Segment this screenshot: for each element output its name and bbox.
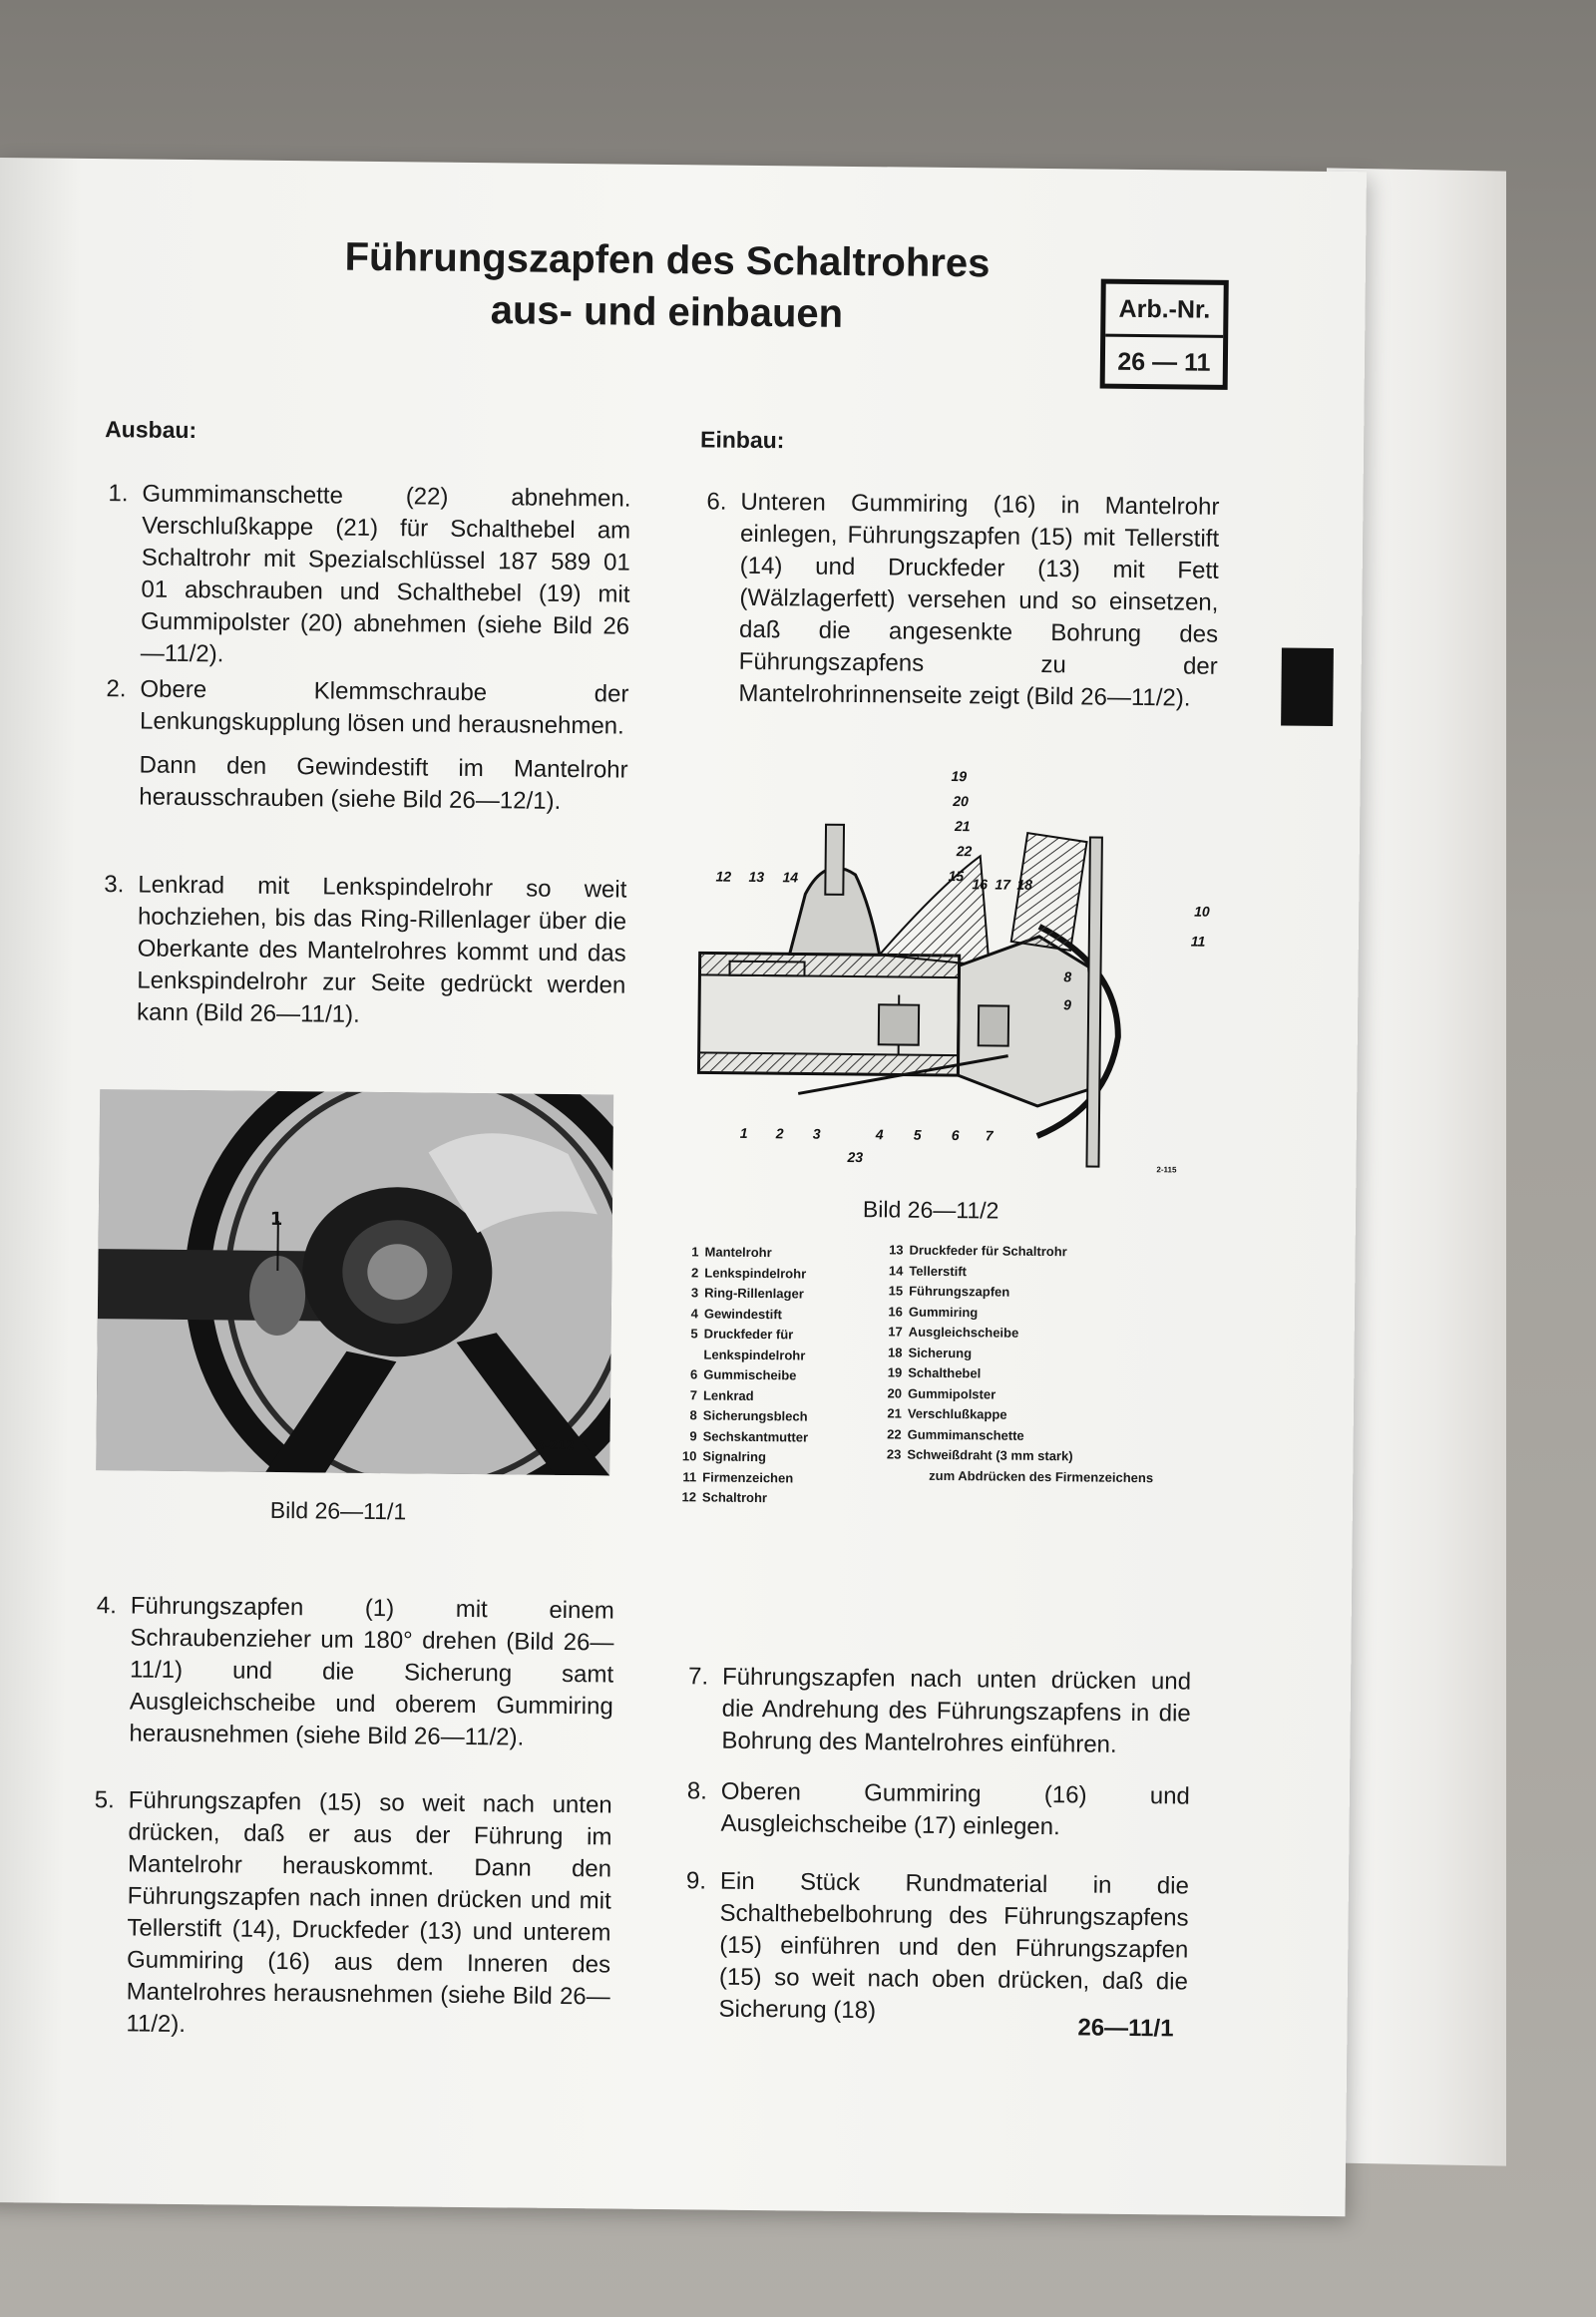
callout-22: 22 xyxy=(956,843,973,860)
title-line-2: aus- und einbauen xyxy=(490,288,844,336)
callout-21: 21 xyxy=(954,818,971,835)
callout-1: 1 xyxy=(739,1124,748,1141)
legend-item: 6 Gummischeibe xyxy=(689,1366,797,1383)
work-number-label: Arb.-Nr. xyxy=(1105,284,1224,338)
callout-15: 15 xyxy=(948,867,965,885)
step-1-text: Gummimanschette (22) abnehmen. Verschlußkappe (21) für Schalthebel am Schaltrohr mit Spezialschlüssel 187 589 01 01 abschrauben und Schalthebel (19) mit Gummipolster (20) abnehmen (siehe Bild 26—11/2). xyxy=(140,480,631,668)
legend-item: 22 Gummimanschette xyxy=(887,1425,1024,1443)
legend-item: 11 Firmenzeichen xyxy=(682,1468,794,1485)
callout-4: 4 xyxy=(875,1126,884,1143)
legend-item: 3 Ring-Rillenlager xyxy=(690,1285,804,1302)
legend-item: 5 Druckfeder für xyxy=(690,1326,794,1343)
callout-3: 3 xyxy=(812,1125,821,1142)
legend-item: 19 Schalthebel xyxy=(887,1364,982,1381)
callout-12: 12 xyxy=(715,868,732,885)
callout-7: 7 xyxy=(985,1127,994,1144)
callout-19: 19 xyxy=(951,768,968,785)
step-2: 2. Obere Klemmschraube der Lenkungskupplung lösen und herausnehmen. Dann den Gewindestift im Mantelrohr herausschrauben (siehe Bild 26—12/1). xyxy=(139,674,628,819)
callout-2: 2 xyxy=(775,1125,784,1142)
figure-2-caption: Bild 26—11/2 xyxy=(862,1196,999,1224)
work-number-box xyxy=(1100,279,1229,390)
diagram-code: 2-115 xyxy=(1156,1165,1177,1175)
step-7-text: Führungszapfen nach unten drücken und die Andrehung des Führungszapfens in die Bohrung des Mantelrohres einführen. xyxy=(721,1663,1192,1758)
step-1: 1. Gummimanschette (22) abnehmen. Verschlußkappe (21) für Schalthebel am Schaltrohr mit Spezialschlüssel 187 589 01 01 abschrauben und Schalthebel (19) mit Gummipolster (20) abnehmen (siehe Bild 26—11/2). xyxy=(141,479,631,675)
callout-23: 23 xyxy=(847,1148,864,1166)
step-6: 6. Unteren Gummiring (16) in Mantelrohr einlegen, Führungszapfen (15) mit Tellerstift (14) und Druckfeder (13) mit Fett (Wälzlagerfett) versehen und so einsetzen, daß die angesenkte Bohrung des Führungszapfens zu der Mantelrohrinnenseite zeigt (Bild 26—11/2). xyxy=(738,487,1219,715)
legend-right xyxy=(879,1240,1155,1488)
title-line-1: Führungszapfen des Schaltrohres xyxy=(344,234,991,286)
legend-item: 16 Gummiring xyxy=(888,1303,979,1320)
legend-item: 10 Signalring xyxy=(681,1448,767,1465)
work-number-value: 26 — 11 xyxy=(1117,347,1211,377)
figure-1-caption: Bild 26—11/1 xyxy=(269,1496,407,1525)
step-6-text: Unteren Gummiring (16) in Mantelrohr einlegen, Führungszapfen (15) mit Tellerstift (14) und Druckfeder (13) mit Fett (Wälzlagerfett) versehen und so einsetzen, daß die angesenkte Bohrung des Führungszapfens zu der Mantelrohrinnenseite zeigt (Bild 26—11/2). xyxy=(738,488,1220,712)
steering-wheel-photo xyxy=(96,1089,613,1475)
einbau-heading: Einbau: xyxy=(699,426,785,454)
legend-left xyxy=(674,1242,810,1509)
step-9-text: Ein Stück Rundmaterial in die Schalthebelbohrung des Führungszapfens (15) einführen und den Führungszapfen (15) so weit nach oben drücken, daß die Sicherung (18) xyxy=(718,1867,1190,2025)
page-title xyxy=(327,230,1006,341)
callout-10: 10 xyxy=(1194,903,1210,920)
step-7: 7. Führungszapfen nach unten drücken und die Andrehung des Führungszapfens in die Bohrung des Mantelrohres einführen. xyxy=(721,1662,1191,1762)
step-3-text: Lenkrad mit Lenkspindelrohr so weit hochziehen, bis das Ring-Rillenlager über die Oberkante des Mantelrohres kommt und das Lenkspindelrohr zur Seite gedrückt werden kann (Bild 26—11/1). xyxy=(136,871,627,1028)
manual-page xyxy=(0,158,1367,2216)
step-4-text: Führungszapfen (1) mit einem Schraubenzieher um 180° drehen (Bild 26—11/1) und die Sicherung samt Ausgleichscheibe und oberem Gummiring herausnehmen (siehe Bild 26—11/2). xyxy=(129,1592,614,1751)
step-5-text: Führungszapfen (15) so weit nach unten drücken, daß er aus der Führung im Mantelrohr herauskommt. Dann den Führungszapfen nach innen drücken und mit Tellerstift (14), Druckfeder (13) und unterem Gummiring (16) aus dem Inneren des Mantelrohres herausnehmen (siehe Bild 26—11/2). xyxy=(126,1786,612,2039)
legend-item: 13 Druckfeder für Schaltrohr xyxy=(889,1242,1067,1260)
thumb-index-tab xyxy=(1281,647,1334,726)
photo-code: R-212 xyxy=(535,1437,575,1453)
legend-item: 21 Verschlußkappe xyxy=(887,1405,1007,1422)
step-8-text: Oberen Gummiring (16) und Ausgleichscheibe (17) einlegen. xyxy=(720,1777,1191,1841)
step-8: 8. Oberen Gummiring (16) und Ausgleichscheibe (17) einlegen. xyxy=(720,1776,1190,1845)
callout-14: 14 xyxy=(782,869,799,886)
callout-17: 17 xyxy=(995,876,1011,893)
step-4: 4. Führungszapfen (1) mit einem Schraubenzieher um 180° drehen (Bild 26—11/1) und die Sicherung samt Ausgleichscheibe und oberem Gummiring herausnehmen (siehe Bild 26—11/2). xyxy=(129,1590,614,1754)
cross-section-diagram xyxy=(677,763,1240,1188)
legend-item: 7 Lenkrad xyxy=(689,1386,754,1403)
legend-item: 23 Schweißdraht (3 mm stark) xyxy=(886,1446,1073,1464)
callout-20: 20 xyxy=(953,793,969,810)
legend-item: 14 Tellerstift xyxy=(888,1262,968,1279)
callout-11: 11 xyxy=(1190,933,1206,950)
ausbau-heading: Ausbau: xyxy=(105,416,198,444)
callout-9: 9 xyxy=(1063,996,1072,1013)
legend-item: 1 Mantelrohr xyxy=(691,1244,772,1261)
legend-item: 2 Lenkspindelrohr xyxy=(691,1264,807,1282)
legend-item-continued: Lenkspindelrohr xyxy=(703,1346,806,1363)
legend-item-continued: zum Abdrücken des Firmenzeichens xyxy=(929,1467,1154,1485)
legend-item: 8 Sicherungsblech xyxy=(689,1407,808,1424)
legend-item: 12 Schaltrohr xyxy=(681,1489,768,1506)
callout-8: 8 xyxy=(1063,968,1072,985)
callout-5: 5 xyxy=(913,1126,922,1143)
legend-item: 18 Sicherung xyxy=(887,1344,973,1360)
photo-callout-1: 1 xyxy=(269,1208,283,1231)
step-9: 9. Ein Stück Rundmaterial in die Schalthebelbohrung des Führungszapfens (15) einführen und den Führungszapfen (15) so weit nach oben drücken, daß die Sicherung (18) xyxy=(718,1866,1189,2031)
legend-item: 9 Sechskantmutter xyxy=(689,1427,809,1445)
callout-18: 18 xyxy=(1016,876,1033,893)
page-number: 26—11/1 xyxy=(1077,2014,1174,2043)
step-3: 3. Lenkrad mit Lenkspindelrohr so weit hochziehen, bis das Ring-Rillenlager über die Oberkante des Mantelrohres kommt und das Lenkspindelrohr zur Seite gedrückt werden kann (Bild 26—11/1). xyxy=(137,869,627,1033)
step-2-text-continued: Dann den Gewindestift im Mantelrohr herausschrauben (siehe Bild 26—12/1). xyxy=(139,751,628,815)
step-5: 5. Führungszapfen (15) so weit nach unten drücken, daß er aus der Führung im Mantelrohr herauskommt. Dann den Führungszapfen nach innen drücken und mit Tellerstift (14), Druckfeder (13) und unterem Gummiring (16) aus dem Inneren des Mantelrohres herausnehmen (siehe Bild 26—11/2). xyxy=(126,1784,612,2045)
callout-13: 13 xyxy=(748,868,765,886)
step-2-text: Obere Klemmschraube der Lenkungskupplung lösen und herausnehmen. xyxy=(139,675,629,740)
callout-6: 6 xyxy=(951,1127,960,1144)
legend-item: 4 Gewindestift xyxy=(690,1305,782,1322)
legend-item: 15 Führungszapfen xyxy=(888,1283,1010,1300)
callout-16: 16 xyxy=(972,876,989,893)
legend-item: 17 Ausgleichscheibe xyxy=(888,1324,1019,1341)
legend-item: 20 Gummipolster xyxy=(887,1384,997,1402)
